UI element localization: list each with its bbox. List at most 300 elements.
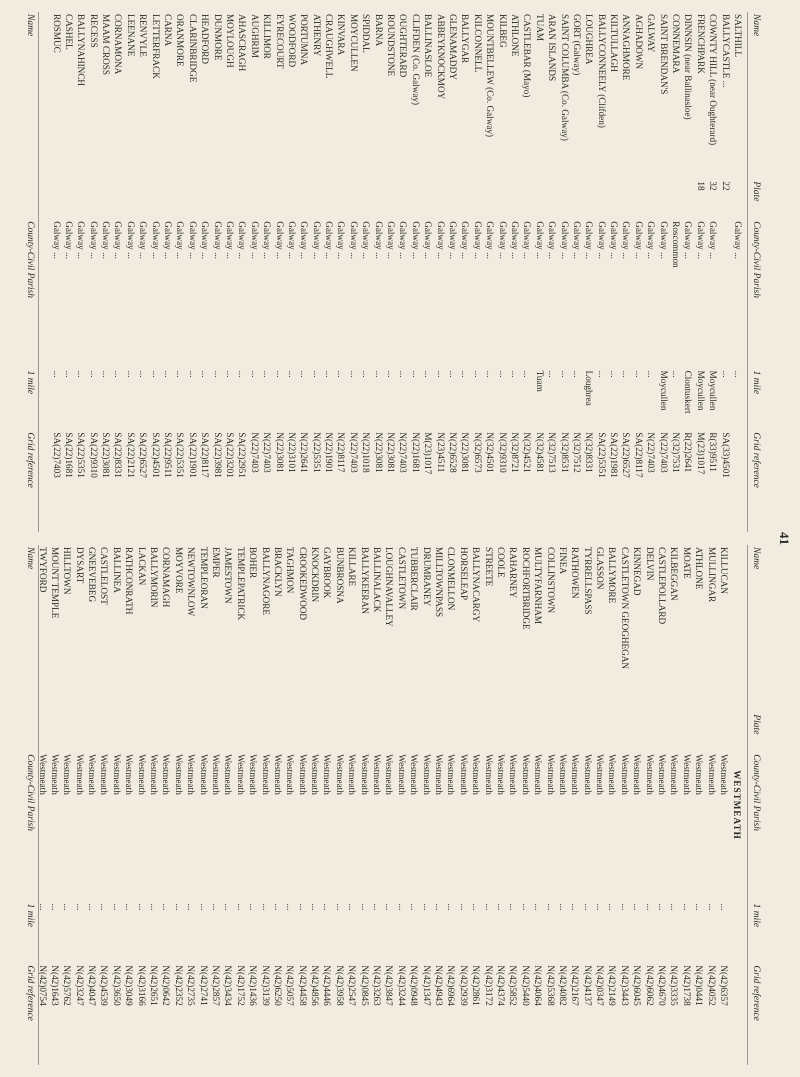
entry-plan: ... bbox=[533, 903, 544, 911]
entry-name: COOLE bbox=[495, 547, 506, 578]
entry-plate bbox=[50, 181, 62, 221]
entry-plan: ... bbox=[372, 903, 383, 911]
entry-grid: N(42)3247 bbox=[74, 965, 85, 1006]
entry-grid: N(42)3335 bbox=[669, 965, 680, 1006]
entry-grid: N(42)5852 bbox=[508, 965, 519, 1006]
entry-plan: ... bbox=[212, 370, 223, 378]
entry-grid: N(32)8331 bbox=[584, 432, 595, 473]
entry-name: MOUNTBELLEW (Co. Galway) bbox=[485, 14, 496, 138]
entry-grid: N(42)5440 bbox=[520, 965, 531, 1006]
list-item bbox=[470, 545, 482, 1065]
entry-name: STREETE bbox=[483, 547, 494, 587]
entry-name: GAYBROOK bbox=[322, 547, 333, 599]
entry-plate bbox=[100, 181, 112, 221]
entry-grid: R(33)9511 bbox=[708, 432, 719, 472]
entry-plate bbox=[670, 181, 682, 221]
entry-plate bbox=[211, 181, 223, 221]
entry-name: DUNMORE bbox=[212, 14, 223, 61]
list-item bbox=[174, 12, 186, 532]
entry-name: RATHOWEN bbox=[570, 547, 581, 599]
entry-grid: N(22)8117 bbox=[336, 432, 347, 473]
list-item bbox=[581, 545, 593, 1065]
entry-name: BUNBROSNA bbox=[334, 547, 345, 604]
entry-name: CASHEL bbox=[63, 14, 74, 50]
entry-plate bbox=[705, 714, 717, 754]
entry-plan: ... bbox=[694, 903, 705, 911]
entry-county: Galway ... bbox=[386, 221, 397, 259]
entry-plan: ... bbox=[223, 903, 234, 911]
entry-county: Westmeath bbox=[285, 754, 296, 795]
entry-plate bbox=[75, 181, 87, 221]
entry-name: MOUNT TEMPLE bbox=[49, 547, 60, 619]
entry-grid: SA(22)7403 bbox=[51, 432, 62, 478]
entry-plan: ... bbox=[373, 370, 384, 378]
entry-name: BRACKLYN bbox=[272, 547, 283, 597]
entry-plan: ... bbox=[398, 370, 409, 378]
entry-plate bbox=[521, 181, 533, 221]
entry-plan: Loughrea bbox=[584, 370, 595, 406]
entry-county: Westmeath bbox=[434, 754, 445, 795]
entry-plan: ... bbox=[509, 370, 520, 378]
list-item bbox=[693, 545, 705, 1065]
entry-name: DYSART bbox=[74, 547, 85, 584]
entry-name: OUGHTERARD bbox=[398, 14, 409, 78]
entry-plan: ... bbox=[458, 903, 469, 911]
entry-name: BALLYCONNEELY (Clifden) bbox=[596, 14, 607, 128]
entry-county: Galway ... bbox=[522, 221, 533, 259]
list-item bbox=[546, 12, 558, 532]
entry-plan: ... bbox=[582, 903, 593, 911]
entry-plate bbox=[185, 714, 197, 754]
entry-name: TUAM bbox=[534, 14, 545, 42]
entry-county: Westmeath bbox=[719, 754, 729, 795]
entry-plan: ... bbox=[248, 903, 259, 911]
entry-county: Westmeath bbox=[570, 754, 581, 795]
entry-plate bbox=[286, 181, 298, 221]
entry-name: ATHLONE bbox=[509, 14, 520, 57]
entry-name: BALLYNACARGY bbox=[471, 547, 482, 623]
entry-name: GNEEVEBEG bbox=[87, 547, 98, 603]
entry-name: MOATE bbox=[681, 547, 692, 579]
entry-plan: ... bbox=[274, 370, 285, 378]
entry-county: Westmeath bbox=[545, 754, 556, 795]
list-item bbox=[360, 12, 372, 532]
entry-county: Galway ... bbox=[435, 221, 446, 259]
entry-plate bbox=[668, 714, 680, 754]
section-heading: WESTMEATH bbox=[732, 770, 742, 840]
entry-county: Galway ... bbox=[249, 221, 260, 259]
entry-grid: N(42)3263 bbox=[372, 965, 383, 1006]
entry-plan: ... bbox=[386, 370, 397, 378]
header-plate: Plate bbox=[751, 181, 761, 202]
entry-county: Galway ... bbox=[708, 221, 719, 259]
entry-list bbox=[36, 545, 730, 1065]
entry-name: CORNAMONA bbox=[113, 14, 124, 75]
entry-county: Galway ... bbox=[51, 221, 62, 259]
entry-plate bbox=[273, 181, 285, 221]
entry-name: ATHLONE bbox=[694, 547, 705, 590]
entry-grid: SA(22)1981 bbox=[609, 432, 620, 478]
list-item bbox=[433, 545, 445, 1065]
entry-county: Galway ... bbox=[224, 221, 235, 259]
entry-name: HILLTOWN bbox=[62, 547, 73, 595]
entry-grid: N(42)2651 bbox=[149, 965, 160, 1006]
entry-county: Westmeath bbox=[669, 754, 680, 795]
entry-name: RENVYLE bbox=[138, 14, 149, 57]
entry-county: Galway ... bbox=[485, 221, 496, 259]
entry-county: Galway ... bbox=[373, 221, 384, 259]
entry-plate bbox=[383, 714, 395, 754]
entry-grid: N(22)7403 bbox=[249, 432, 260, 473]
entry-plate bbox=[544, 714, 556, 754]
entry-county: Westmeath bbox=[334, 754, 345, 795]
entry-plan: ... bbox=[633, 370, 644, 378]
footer-grid: Grid reference bbox=[25, 432, 36, 488]
list-item bbox=[620, 12, 632, 532]
entry-plate: 32 bbox=[708, 181, 719, 191]
entry-name: BALLYNAHINCH bbox=[76, 14, 87, 87]
entry-plan: ... bbox=[609, 370, 620, 378]
entry-grid: N(42)0441 bbox=[694, 965, 705, 1006]
entry-plan: ... bbox=[669, 903, 680, 911]
entry-name: ROCHFORTBRIDGE bbox=[520, 547, 531, 630]
entry-plan: ... bbox=[49, 903, 60, 911]
entry-name: DRUMRANEY bbox=[421, 547, 432, 607]
gazetteer-column-right bbox=[24, 545, 764, 1065]
entry-grid: N(42)4137 bbox=[582, 965, 593, 1006]
entry-plan: Moycullen bbox=[695, 370, 706, 411]
footer-plan: 1 mile bbox=[25, 903, 36, 928]
entry-plate: 22 bbox=[720, 181, 731, 191]
header-name: Name bbox=[751, 14, 761, 37]
entry-grid: N(42)3958 bbox=[334, 965, 345, 1006]
entry-plate bbox=[160, 714, 172, 754]
entry-grid: N(42)1738 bbox=[681, 965, 692, 1006]
entry-grid: SA(22)1681 bbox=[63, 432, 74, 478]
list-item bbox=[73, 545, 85, 1065]
entry-plate bbox=[87, 181, 99, 221]
list-item bbox=[606, 545, 618, 1065]
entry-plate: 18 bbox=[695, 181, 706, 191]
entry-county: Galway ... bbox=[609, 221, 620, 259]
entry-plan: ... bbox=[88, 370, 99, 378]
entry-plan: ... bbox=[136, 903, 147, 911]
list-item bbox=[259, 545, 271, 1065]
list-item bbox=[645, 12, 657, 532]
entry-plan: ... bbox=[99, 903, 110, 911]
list-item bbox=[668, 545, 680, 1065]
entry-name: LACKAN bbox=[136, 547, 147, 586]
entry-plan: ... bbox=[359, 903, 370, 911]
entry-name: TWYFORD bbox=[37, 547, 48, 593]
entry-county: Westmeath bbox=[235, 754, 246, 795]
list-item bbox=[162, 12, 174, 532]
entry-grid: N(32)9310 bbox=[497, 432, 508, 473]
list-item bbox=[420, 545, 432, 1065]
entry-plate bbox=[594, 714, 606, 754]
entry-county: Westmeath bbox=[74, 754, 85, 795]
entry-name: EMPER bbox=[210, 547, 221, 578]
entry-grid: N(42)4374 bbox=[495, 965, 506, 1006]
entry-plan: ... bbox=[286, 370, 297, 378]
entry-plate bbox=[558, 181, 570, 221]
entry-name: KILLUCAN bbox=[719, 547, 729, 594]
entry-grid: N(42)0845 bbox=[359, 965, 370, 1006]
entry-county: Galway ... bbox=[175, 221, 186, 259]
entry-county: Galway ... bbox=[509, 221, 520, 259]
entry-plate bbox=[112, 181, 124, 221]
entry-county: Westmeath bbox=[533, 754, 544, 795]
entry-grid: N(22)5351 bbox=[311, 432, 322, 473]
entry-plate bbox=[408, 714, 420, 754]
entry-county: Galway ... bbox=[596, 221, 607, 259]
list-item bbox=[112, 12, 124, 532]
entry-county: Galway ... bbox=[101, 221, 112, 259]
entry-plan: ... bbox=[559, 370, 570, 378]
list-item bbox=[656, 545, 668, 1065]
entry-county: Galway ... bbox=[187, 221, 198, 259]
entry-plan: ... bbox=[262, 370, 273, 378]
entry-plate bbox=[199, 181, 211, 221]
list-item bbox=[309, 545, 321, 1065]
list-item bbox=[705, 545, 717, 1065]
list-item bbox=[323, 12, 335, 532]
entry-county: Galway ... bbox=[150, 221, 161, 259]
header-plan: 1 mile bbox=[751, 370, 761, 395]
entry-county: Galway ... bbox=[584, 221, 595, 259]
list-item bbox=[496, 12, 508, 532]
entry-plate bbox=[259, 714, 271, 754]
entry-grid: N(42)6964 bbox=[446, 965, 457, 1006]
entry-plate bbox=[210, 714, 222, 754]
entry-plate bbox=[657, 181, 669, 221]
entry-name: BALLYMORIN bbox=[149, 547, 160, 608]
entry-name: AHASCRAGH bbox=[237, 14, 248, 72]
entry-plate bbox=[236, 181, 248, 221]
entry-plate bbox=[409, 181, 421, 221]
list-item bbox=[422, 12, 434, 532]
entry-name: CLARINBRIDGE bbox=[187, 14, 198, 83]
entry-grid: N(42)4539 bbox=[99, 965, 110, 1006]
entry-plan: ... bbox=[497, 370, 508, 378]
entry-plan: ... bbox=[423, 370, 434, 378]
entry-plan: ... bbox=[149, 903, 160, 911]
entry-plate bbox=[360, 181, 372, 221]
page-number: 41 bbox=[777, 532, 792, 545]
list-item bbox=[385, 12, 397, 532]
column-header bbox=[747, 545, 764, 1065]
entry-county: Galway ... bbox=[733, 221, 743, 259]
list-item bbox=[186, 12, 198, 532]
entry-name: CASTLETOWN bbox=[396, 547, 407, 610]
entry-grid: N(42)2857 bbox=[210, 965, 221, 1006]
entry-plate bbox=[124, 181, 136, 221]
list-item bbox=[372, 12, 384, 532]
entry-plate bbox=[137, 181, 149, 221]
entry-county: Galway ... bbox=[348, 221, 359, 259]
entry-county: Galway ... bbox=[658, 221, 669, 259]
entry-grid: N(42)0948 bbox=[409, 965, 420, 1006]
entry-county: Westmeath bbox=[297, 754, 308, 795]
list-item bbox=[49, 545, 61, 1065]
entry-county: Galway ... bbox=[571, 221, 582, 259]
entry-county: Westmeath bbox=[595, 754, 606, 795]
entry-name: KILLARE bbox=[347, 547, 358, 587]
entry-grid: N(42)3049 bbox=[124, 965, 135, 1006]
entry-name: MAAM CROSS bbox=[101, 14, 112, 76]
entry-county: Westmeath bbox=[446, 754, 457, 795]
column-footer bbox=[24, 545, 39, 1065]
list-item bbox=[557, 545, 569, 1065]
entry-county: Westmeath bbox=[161, 754, 172, 795]
list-item bbox=[657, 12, 669, 532]
entry-name: ROSMUC bbox=[51, 14, 62, 53]
entry-plan: ... bbox=[187, 370, 198, 378]
entry-plan: ... bbox=[322, 903, 333, 911]
list-item bbox=[409, 12, 421, 532]
footer-grid: Grid reference bbox=[25, 965, 36, 1021]
entry-name: CRAUGHWELL bbox=[324, 14, 335, 79]
entry-plate bbox=[608, 181, 620, 221]
entry-grid: N(42)2735 bbox=[186, 965, 197, 1006]
entry-plate bbox=[420, 714, 432, 754]
entry-name: LETTERFRACK bbox=[150, 14, 161, 79]
footer-name: Name bbox=[25, 547, 36, 570]
entry-grid: N(42)2167 bbox=[570, 965, 581, 1006]
list-item bbox=[682, 12, 694, 532]
entry-plate bbox=[509, 181, 521, 221]
list-item bbox=[707, 12, 719, 532]
entry-plate bbox=[606, 714, 618, 754]
entry-grid: SA(22)9310 bbox=[88, 432, 99, 478]
entry-name: TEMPLEPATRICK bbox=[235, 547, 246, 621]
entry-name: CASTLEBAR (Mayo) bbox=[522, 14, 533, 98]
entry-name: BARNA bbox=[373, 14, 384, 47]
list-item bbox=[149, 12, 161, 532]
entry-name: DINNSIN (near Ballinasloe) bbox=[683, 14, 694, 120]
entry-plan: ... bbox=[198, 903, 209, 911]
entry-grid: N(42)6045 bbox=[632, 965, 643, 1006]
entry-plan: ... bbox=[571, 370, 582, 378]
entry-plate bbox=[693, 714, 705, 754]
entry-plan: ... bbox=[495, 903, 506, 911]
entry-county: Galway ... bbox=[448, 221, 459, 259]
list-item bbox=[719, 12, 731, 532]
entry-grid: N(42)3172 bbox=[483, 965, 494, 1006]
entry-name: DELVIN bbox=[644, 547, 655, 581]
entry-name: SAINT BRENDAN'S bbox=[658, 14, 669, 95]
entry-county: Galway ... bbox=[324, 221, 335, 259]
entry-plate bbox=[73, 714, 85, 754]
entry-grid: N(42)4047 bbox=[87, 965, 98, 1006]
entry-plate bbox=[422, 181, 434, 221]
list-item bbox=[248, 12, 260, 532]
entry-plan: ... bbox=[671, 370, 682, 378]
entry-plan: ... bbox=[347, 903, 358, 911]
entry-grid: N(42)4064 bbox=[533, 965, 544, 1006]
list-item bbox=[618, 545, 630, 1065]
entry-plate bbox=[471, 181, 483, 221]
entry-plan: ... bbox=[720, 370, 731, 378]
entry-county: Westmeath bbox=[87, 754, 98, 795]
entry-grid: N(22)1681 bbox=[410, 432, 421, 473]
entry-county: Westmeath bbox=[136, 754, 147, 795]
entry-name: RAHARNEY bbox=[508, 547, 519, 599]
entry-grid: SA(22)2951 bbox=[237, 432, 248, 478]
entry-plate bbox=[507, 714, 519, 754]
list-item bbox=[571, 12, 583, 532]
entry-grid: N(22)3081 bbox=[386, 432, 397, 473]
entry-plan: ... bbox=[249, 370, 260, 378]
list-item bbox=[533, 12, 545, 532]
entry-plate bbox=[632, 181, 644, 221]
list-item bbox=[160, 545, 172, 1065]
list-item bbox=[507, 545, 519, 1065]
entry-plan: ... bbox=[471, 903, 482, 911]
entry-grid: N(42)6062 bbox=[644, 965, 655, 1006]
entry-grid: SA(22)9511 bbox=[163, 432, 174, 478]
entry-grid bbox=[732, 432, 744, 532]
list-item bbox=[172, 545, 184, 1065]
entry-grid: SA(22)3981 bbox=[212, 432, 223, 478]
entry-plate bbox=[284, 714, 296, 754]
entry-plan: ... bbox=[706, 903, 717, 911]
entry-plate bbox=[643, 714, 655, 754]
entry-name: ATHENRY bbox=[311, 14, 322, 57]
entry-county: Westmeath bbox=[62, 754, 73, 795]
entry-grid: N(42)4670 bbox=[657, 965, 668, 1006]
entry-county: Westmeath bbox=[359, 754, 370, 795]
column-header bbox=[747, 12, 764, 532]
entry-name: ANNAGHMORE bbox=[621, 14, 632, 81]
entry-plate bbox=[371, 714, 383, 754]
entry-name: MILLTOWNPASS bbox=[434, 547, 445, 618]
entry-name: CASTLETOWN GEOGHEGAN bbox=[619, 547, 630, 670]
entry-name: BALLINALACK bbox=[372, 547, 383, 613]
entry-grid: N(42)4446 bbox=[322, 965, 333, 1006]
list-item bbox=[358, 545, 370, 1065]
entry-plan: ... bbox=[235, 903, 246, 911]
list-item bbox=[594, 545, 606, 1065]
list-item bbox=[234, 545, 246, 1065]
list-item bbox=[484, 12, 496, 532]
entry-name: FINEA bbox=[557, 547, 568, 575]
entry-county: Galway ... bbox=[274, 221, 285, 259]
list-item bbox=[87, 12, 99, 532]
list-item bbox=[569, 545, 581, 1065]
entry-plate bbox=[484, 181, 496, 221]
list-item bbox=[296, 545, 308, 1065]
entry-grid: N(42)2352 bbox=[173, 965, 184, 1006]
entry-county: Galway ... bbox=[299, 221, 310, 259]
list-item bbox=[197, 545, 209, 1065]
entry-county: Galway ... bbox=[237, 221, 248, 259]
entry-plate bbox=[532, 714, 544, 754]
entry-name: KINVARA bbox=[336, 14, 347, 56]
list-item bbox=[335, 12, 347, 532]
entry-county: Roscommon bbox=[671, 221, 682, 268]
entry-plan: ... bbox=[508, 903, 519, 911]
list-item bbox=[75, 12, 87, 532]
list-item bbox=[680, 545, 692, 1065]
entry-name: BALLINASLOE bbox=[423, 14, 434, 78]
header-name: Name bbox=[751, 547, 761, 570]
column-footer bbox=[24, 12, 39, 532]
entry-grid: SA(22)6527 bbox=[621, 432, 632, 478]
entry-name: LEENANE bbox=[125, 14, 136, 57]
entry-grid: N(22)3081 bbox=[460, 432, 471, 473]
entry-plate bbox=[123, 714, 135, 754]
